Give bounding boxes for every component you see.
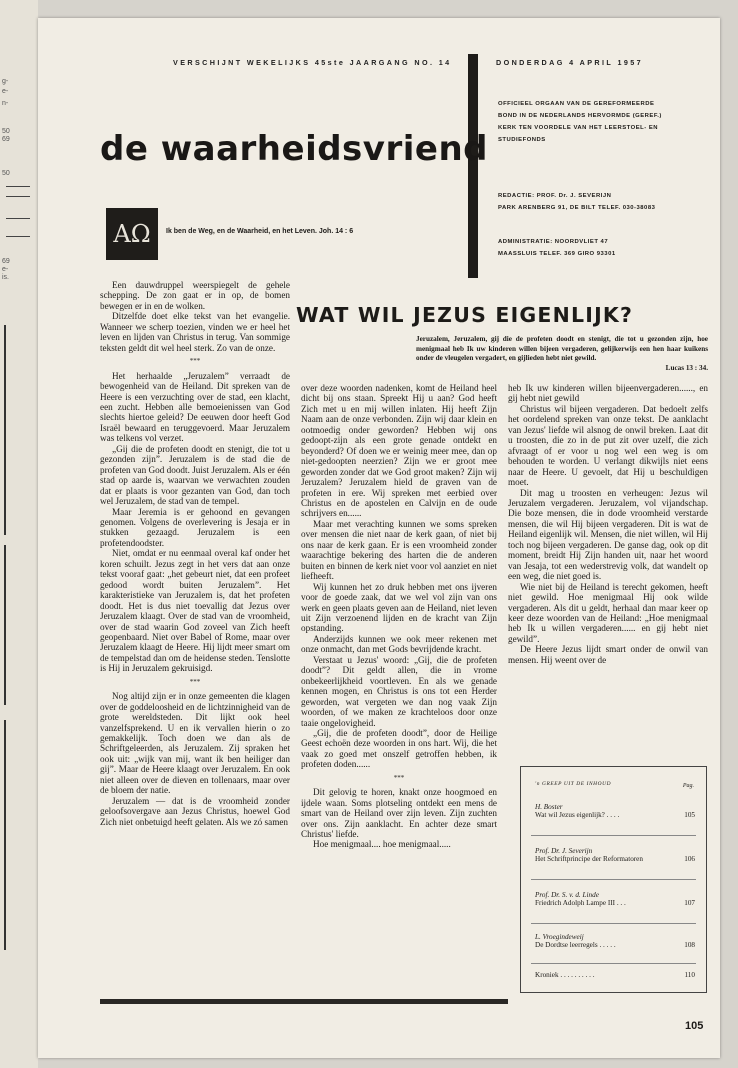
running-head-left: VERSCHIJNT WEKELIJKS 45ste JAARGANG NO. 14: [173, 58, 452, 67]
paragraph: Dit gelovig te horen, knakt onze hoogmoed en ijdele waan. Soms plotseling ontdekt een mens de smart van de Heiland over zijn leven. Zijn zuchten over ons. Zijn aanklacht. En achter deze smart Christus' liefde.: [301, 787, 497, 840]
margin-fragment: 69: [2, 258, 10, 265]
paragraph: Maar met verachting kunnen we soms spreken over mensen die niet naar de kerk gaan, of niet bij ons naar de kerk gaan. Er is een vroomheid zonder waarachtige bekering des harten die de anderen buiten en binnen de kerk niet voor vol aanziet en niet liefheeft.: [301, 518, 497, 582]
paragraph: Niet, omdat er nu eenmaal overal kaf onder het koren schuilt. Jezus zegt in het vers dat aan onze tekst vooraf gaat: „het gebeurt niet, dat een profeet gedood wordt buiten Jeruzalem”. Het karakteristieke van Jeruzalem is, dat het profeten doodt. Het is dus niet toevallig dat Jezus over Jeruzalem klaagt. Over de stad van de vroomheid, over de stad waarin God zoveel van Zich heeft geopenbaard. Niet over Babel of Rome, maar over Jeruzalem klaagt de Heere. Hij lijdt meer smart om de tempelstad dan om de heidense steden. Tenslotte is Hij in Jeruzalem gekruisigd.: [100, 548, 290, 674]
toc-author: L. Vroegindeweij: [535, 933, 584, 941]
paragraph: Hoe menigmaal.... hoe menigmaal.....: [313, 839, 451, 850]
masthead-motto: Ik ben de Weg, en de Waarheid, en het Leven. Joh. 14 : 6: [166, 228, 354, 235]
toc-title: Kroniek . . . . . . . . . .: [535, 971, 595, 979]
paragraph: Verstaat u Jezus' woord: „Gij, die de profeten doodt”? Dit geldt allen, die in vrome onbekeerlijkheid voortleven. En als we genade kennen mogen, en Christus is ons tot een Herder geworden, wat vergeten we dan nog vaak Zijn woorden, of we maken ze krachteloos door onze taaie ongelovigheid.: [301, 654, 497, 728]
publisher-line: BOND IN DE NEDERLANDS HERVORMDE (GEREF.): [498, 113, 662, 119]
newspaper-page: [38, 18, 720, 1058]
toc-author: H. Boster: [535, 803, 563, 811]
toc-title: Friedrich Adolph Lampe III . . .: [535, 899, 626, 907]
previous-page-edge: [0, 0, 38, 1068]
paragraph: Wij kunnen het zo druk hebben met ons ijveren voor de goede zaak, dat we wel vol zijn van ons werk en geen plaats geven aan de Heiland, niet leven uit Zijn verzoenend lijden en de kracht van Zijn opstanding.: [301, 581, 497, 634]
article-column-2: [301, 383, 497, 850]
toc-divider: [531, 835, 696, 836]
article-column-3: [508, 383, 708, 665]
paragraph: Dit mag u troosten en verheugen: Jezus wil Jeruzalem vergaderen. Jeruzalem, vol vijandschap. Die boze mensen, die in dode vroomheid verstarde mensen, die wil Hij bijeen vergaderen. Dit is wat de Heiland eigenlijk wil. Mensen, die niet willen, wil Hij toch nog bijeen vergaderen. De ganse dag, ook op dit moment, breidt Hij Zijn handen uit, naar het woord van Jesaja, tot een wederstrevig volk, dat wandelt op een weg, die niet goed is.: [508, 487, 708, 582]
section-break: ***: [189, 357, 201, 366]
margin-fragment: n-: [2, 100, 9, 107]
margin-fragment: is.: [2, 274, 9, 281]
toc-divider: [531, 963, 696, 964]
toc-entry[interactable]: [535, 933, 695, 949]
toc-divider: [531, 923, 696, 924]
paragraph: over deze woorden nadenken, komt de Heiland heel dicht bij ons staan. Spreekt Hij u aan? God heeft Zich met u en mij willen inlaten. Hij heeft Zijn Naam aan de onze verbonden. Zijn wij daar klein en ootmoedig onder geworden? Hebben wij ons gedoopt-zijn als een grote genade ontdekt en beyonderd? Of doen we er weinig meer mee, dan op niet-gedoopten neerzien? Zijn we er groot mee geworden zonder dat we God groot maken? Zijn wij Jeruzalem? Jeruzalem hield de graven van de profeten in ere. Wij spreken met eerbied over Christus en de apostelen en Calvijn en de oude schrijvers en......: [301, 383, 497, 519]
margin-fragment: e-: [2, 88, 9, 95]
toc-title: De Dordtse leerregels . . . . .: [535, 941, 616, 949]
paragraph: Wie niet bij de Heiland is terecht gekomen, heeft niet gewild. Hoe menigmaal Hij ook wilde vergaderen. Als dit u geldt, herhaal dan maar keer op keer deze woorden van de Heiland: „Hoe menigmaal heb Ik u willen vergaderen...... en gij hebt niet gewild”.: [508, 581, 708, 644]
margin-tick: [6, 218, 30, 219]
toc-entry[interactable]: [535, 803, 695, 819]
toc-page-label: Pag.: [682, 783, 694, 789]
toc-page: 107: [684, 899, 695, 907]
paragraph: Jeruzalem — dat is de vroomheid zonder geloofsovergave aan Jezus Christus, hoewel God Zich niet onbetuigd heeft gelaten. Als we zó samen: [100, 795, 290, 827]
margin-fragment: g-: [2, 78, 9, 85]
paragraph: „Gij die de profeten doodt en stenigt, die tot u gezonden zijn”. Jeruzalem is de stad die de profeten van God doodt. Juist Jeruzalem. Als er één stad op aarde is, waarvan we verwachten zouden dat er plaats is voor gezanten van God, dan toch wel Jeruzalem, de stad van de tempel.: [100, 443, 290, 507]
section-break: ***: [189, 677, 201, 686]
epigraph-text: Jeruzalem, Jeruzalem, gij die de profeten doodt en stenigt, die tot u gezonden zijn, hoe menigmaal heb Ik uw kinderen willen bijeen vergaderen, gelijkerwijs een hen haar kuikens onder de vleugelen vergadert, en gijlieden hebt niet gewild.: [416, 335, 708, 363]
publisher-block: [498, 98, 718, 146]
paragraph: Ditzelfde doet elke tekst van het evangelie. Wanneer we scherp toezien, vinden we er heel het leven en lijden van Christus in terug. Van sommige teksten geldt dit wel heel sterk. Zo van de onze.: [100, 311, 290, 353]
editorial-line: PARK ARENBERG 91, DE BILT TELEF. 030-38083: [498, 205, 656, 211]
margin-tick: [6, 186, 30, 187]
masthead-title: de waarheidsvriend: [100, 129, 488, 169]
paragraph: Anderzijds kunnen we ook meer rekenen met onze onmacht, dan met Gods bevrijdende kracht.: [301, 633, 497, 655]
paragraph: Een dauwdruppel weerspiegelt de gehele schepping. De zon gaat er in op, de bomen bewegen er in en de wolken.: [100, 280, 290, 311]
toc-page: 110: [684, 971, 695, 979]
alpha-omega-logo: AΩ: [106, 208, 158, 260]
publisher-line: OFFICIEEL ORGAAN VAN DE GEREFORMEERDE: [498, 101, 655, 107]
article-headline: WAT WIL JEZUS EIGENLIJK?: [296, 303, 634, 327]
running-head-date: DONDERDAG 4 APRIL 1957: [496, 58, 644, 67]
margin-tick: [6, 196, 30, 197]
toc-entry[interactable]: [535, 847, 695, 863]
paragraph: De Heere Jezus lijdt smart onder de onwil van mensen. Hij weent over de: [508, 644, 708, 665]
article-column-1: [100, 280, 290, 827]
admin-line: ADMINISTRATIE: NOORDVLIET 47: [498, 239, 609, 245]
admin-line: MAASSLUIS TELEF. 369 GIRO 93301: [498, 251, 616, 257]
margin-rule: [4, 545, 6, 705]
margin-rule: [4, 325, 6, 535]
margin-fragment: 69: [2, 136, 10, 143]
toc-entry[interactable]: [535, 891, 695, 907]
margin-fragment: 50: [2, 170, 10, 177]
paragraph: Het herhaalde „Jeruzalem” verraadt de bewogenheid van de Heiland. Dit spreken van de Heere is een verzuchting over de stad, een klacht, een zucht. Hebben alle bemoeienissen van God slechts hiertoe geleid? De eeuwen door heeft God Israël bewaard en teruggevoerd. Maar Jeruzalem was telkens vol verzet.: [100, 370, 290, 444]
toc-divider: [531, 879, 696, 880]
toc-title: Het Schriftprincipe der Reformatoren: [535, 855, 643, 863]
section-break: ***: [393, 773, 405, 782]
paragraph: heb Ik uw kinderen willen bijeenvergaderen......, en gij hebt niet gewild: [508, 383, 708, 404]
publisher-line: STUDIEFONDS: [498, 137, 546, 143]
editorial-line: REDACTIE: PROF. Dr. J. SEVERIJN: [498, 193, 612, 199]
toc-page: 106: [684, 855, 695, 863]
toc-title: Wat wil Jezus eigenlijk? . . . .: [535, 811, 620, 819]
table-of-contents: [520, 766, 707, 993]
margin-tick: [6, 236, 30, 237]
margin-rule: [4, 720, 6, 950]
page-number: 105: [685, 1020, 704, 1032]
paragraph: „Gij, die de profeten doodt”, door de Heilige Geest echoën deze woorden in ons hart. Wij, die het vaak zo goed met onszelf getroffen hebben, ik profeten doden......: [301, 727, 497, 770]
paragraph: Nog altijd zijn er in onze gemeenten die klagen over de goddeloosheid en de lichtzinnigheid van de grote wereldsteden. Dit lijkt ook heel vanzelfsprekend. U en ik vervallen hierin o zo gemakkelijk. Toch doen we dan als de Schriftgeleerden, als Jeruzalem. Zij spraken het ook uit: „wijk van mij, want ik ben heiliger dan gij”. Maar de Heere klaagt over Jeruzalem. En ook niet alleen over de dieven en tollenaars, maar over de bloem der natie.: [100, 691, 290, 796]
toc-page: 108: [684, 941, 695, 949]
toc-author: Prof. Dr. J. Severijn: [535, 847, 593, 855]
admin-block: [498, 236, 718, 260]
toc-author: Prof. Dr. S. v. d. Linde: [535, 891, 599, 899]
editorial-block: [498, 190, 718, 214]
margin-fragment: e-: [2, 266, 9, 273]
paragraph: Maar Jeremia is er gehoond en gevangen genomen. Volgens de overlevering is Jesaja er in stukken gezaagd. Jeruzalem is een profetendoodster.: [100, 506, 290, 548]
epigraph-reference: Lucas 13 : 34.: [665, 363, 708, 372]
publisher-line: KERK TEN VOORDELE VAN HET LEERSTOEL- EN: [498, 125, 659, 131]
toc-page: 105: [684, 811, 695, 819]
toc-entry[interactable]: [535, 971, 695, 979]
margin-fragment: 50: [2, 128, 10, 135]
bottom-rule: [100, 999, 508, 1004]
article-epigraph: [416, 335, 708, 373]
paragraph: Christus wil bijeen vergaderen. Dat bedoelt zelfs het oordelend spreken van onze tekst. De aanklacht van Jezus' liefde wil alsnog de onwil breken. Laat dit u troosten, die zo in de put zit over uzelf, die zich afvraagt of er voor u nog wel een weg is om behouden te worden. U verlangt dikwijls niet eens naar de Heere. U gevoelt, dat Hij u beschuldigen moet.: [508, 403, 708, 488]
toc-header: 'n GREEP UIT DE INHOUD: [535, 781, 612, 787]
